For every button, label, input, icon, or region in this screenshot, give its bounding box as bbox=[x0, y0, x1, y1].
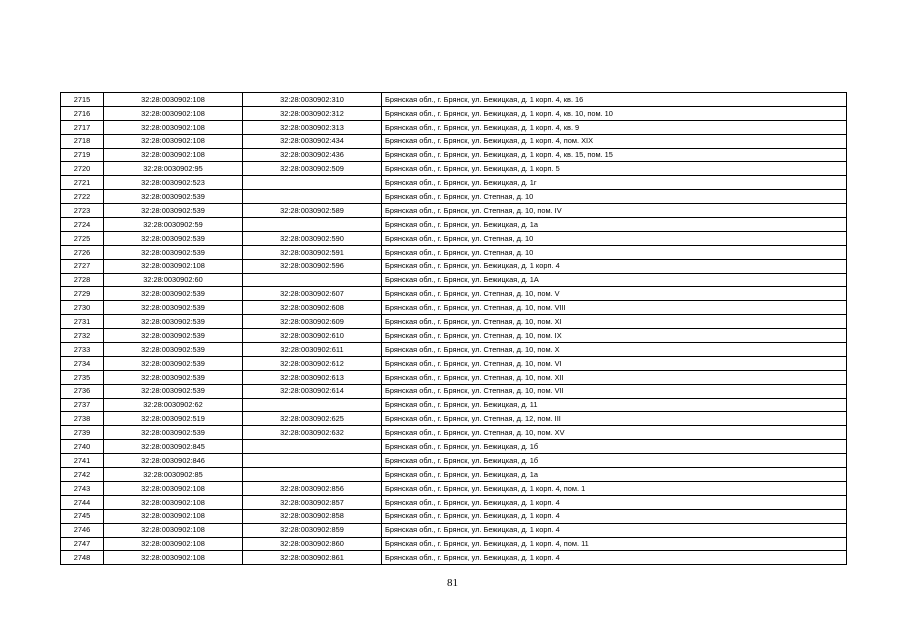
parent-cadastral-number-cell: 32:28:0030902:519 bbox=[104, 412, 243, 426]
parent-cadastral-number-cell: 32:28:0030902:539 bbox=[104, 287, 243, 301]
row-number-cell: 2720 bbox=[61, 162, 104, 176]
table-row bbox=[61, 162, 847, 176]
parent-cadastral-number-cell: 32:28:0030902:539 bbox=[104, 329, 243, 343]
address-cell: Брянская обл., г. Брянск, ул. Степная, д. 10, пом. IV bbox=[382, 204, 847, 218]
table-row bbox=[61, 537, 847, 551]
cadastral-number-cell: 32:28:0030902:589 bbox=[243, 204, 382, 218]
address-cell: Брянская обл., г. Брянск, ул. Бежицкая, д. 1б bbox=[382, 454, 847, 468]
cadastral-number-cell: 32:28:0030902:591 bbox=[243, 245, 382, 259]
address-cell: Брянская обл., г. Брянск, ул. Бежицкая, д. 1 корп. 4, пом. 1 bbox=[382, 481, 847, 495]
address-cell: Брянская обл., г. Брянск, ул. Бежицкая, д. 1а bbox=[382, 468, 847, 482]
row-number-cell: 2748 bbox=[61, 551, 104, 565]
cadastral-number-cell: 32:28:0030902:859 bbox=[243, 523, 382, 537]
table-row bbox=[61, 120, 847, 134]
table-row bbox=[61, 356, 847, 370]
table-row bbox=[61, 231, 847, 245]
table-row bbox=[61, 398, 847, 412]
table-row bbox=[61, 454, 847, 468]
parent-cadastral-number-cell: 32:28:0030902:539 bbox=[104, 301, 243, 315]
page-number: 81 bbox=[447, 577, 458, 589]
parent-cadastral-number-cell: 32:28:0030902:539 bbox=[104, 190, 243, 204]
parent-cadastral-number-cell: 32:28:0030902:539 bbox=[104, 356, 243, 370]
address-cell: Брянская обл., г. Брянск, ул. Бежицкая, д. 1 корп. 4, кв. 9 bbox=[382, 120, 847, 134]
parent-cadastral-number-cell: 32:28:0030902:108 bbox=[104, 259, 243, 273]
cadastral-number-cell: 32:28:0030902:612 bbox=[243, 356, 382, 370]
row-number-cell: 2721 bbox=[61, 176, 104, 190]
cadastral-number-cell: 32:28:0030902:509 bbox=[243, 162, 382, 176]
cadastral-number-cell: 32:28:0030902:596 bbox=[243, 259, 382, 273]
row-number-cell: 2737 bbox=[61, 398, 104, 412]
table-row bbox=[61, 440, 847, 454]
cadastral-number-cell: 32:28:0030902:607 bbox=[243, 287, 382, 301]
parent-cadastral-number-cell: 32:28:0030902:539 bbox=[104, 204, 243, 218]
parent-cadastral-number-cell: 32:28:0030902:108 bbox=[104, 495, 243, 509]
address-cell: Брянская обл., г. Брянск, ул. Степная, д. 10 bbox=[382, 245, 847, 259]
address-cell: Брянская обл., г. Брянск, ул. Бежицкая, д. 1б bbox=[382, 440, 847, 454]
address-cell: Брянская обл., г. Брянск, ул. Степная, д. 10 bbox=[382, 231, 847, 245]
address-cell: Брянская обл., г. Брянск, ул. Степная, д. 10 bbox=[382, 190, 847, 204]
row-number-cell: 2719 bbox=[61, 148, 104, 162]
cadastral-number-cell bbox=[243, 176, 382, 190]
parent-cadastral-number-cell: 32:28:0030902:539 bbox=[104, 245, 243, 259]
cadastral-number-cell bbox=[243, 468, 382, 482]
table-row bbox=[61, 134, 847, 148]
table-row bbox=[61, 495, 847, 509]
address-cell: Брянская обл., г. Брянск, ул. Бежицкая, д. 1 корп. 4, кв. 15, пом. 15 bbox=[382, 148, 847, 162]
table-row bbox=[61, 245, 847, 259]
table-row bbox=[61, 93, 847, 107]
address-cell: Брянская обл., г. Брянск, ул. Степная, д. 10, пом. XII bbox=[382, 370, 847, 384]
cadastral-number-cell: 32:28:0030902:856 bbox=[243, 481, 382, 495]
address-cell: Брянская обл., г. Брянск, ул. Бежицкая, д. 1 корп. 4 bbox=[382, 523, 847, 537]
parent-cadastral-number-cell: 32:28:0030902:108 bbox=[104, 120, 243, 134]
address-cell: Брянская обл., г. Брянск, ул. Бежицкая, д. 1А bbox=[382, 273, 847, 287]
parent-cadastral-number-cell: 32:28:0030902:60 bbox=[104, 273, 243, 287]
address-cell: Брянская обл., г. Брянск, ул. Бежицкая, д. 1 корп. 5 bbox=[382, 162, 847, 176]
row-number-cell: 2726 bbox=[61, 245, 104, 259]
row-number-cell: 2732 bbox=[61, 329, 104, 343]
address-cell: Брянская обл., г. Брянск, ул. Степная, д. 10, пом. VII bbox=[382, 384, 847, 398]
address-cell: Брянская обл., г. Брянск, ул. Бежицкая, д. 1 корп. 4, кв. 16 bbox=[382, 93, 847, 107]
address-cell: Брянская обл., г. Брянск, ул. Степная, д. 10, пом. IX bbox=[382, 329, 847, 343]
address-cell: Брянская обл., г. Брянск, ул. Бежицкая, д. 1 корп. 4 bbox=[382, 551, 847, 565]
parent-cadastral-number-cell: 32:28:0030902:539 bbox=[104, 384, 243, 398]
row-number-cell: 2744 bbox=[61, 495, 104, 509]
row-number-cell: 2735 bbox=[61, 370, 104, 384]
table-row bbox=[61, 190, 847, 204]
cadastral-number-cell: 32:28:0030902:313 bbox=[243, 120, 382, 134]
row-number-cell: 2724 bbox=[61, 218, 104, 232]
row-number-cell: 2746 bbox=[61, 523, 104, 537]
table-row bbox=[61, 509, 847, 523]
parent-cadastral-number-cell: 32:28:0030902:59 bbox=[104, 218, 243, 232]
table-row bbox=[61, 384, 847, 398]
row-number-cell: 2738 bbox=[61, 412, 104, 426]
parent-cadastral-number-cell: 32:28:0030902:85 bbox=[104, 468, 243, 482]
table-row bbox=[61, 523, 847, 537]
row-number-cell: 2733 bbox=[61, 343, 104, 357]
address-cell: Брянская обл., г. Брянск, ул. Бежицкая, д. 1 корп. 4 bbox=[382, 509, 847, 523]
cadastral-number-cell bbox=[243, 454, 382, 468]
row-number-cell: 2722 bbox=[61, 190, 104, 204]
parent-cadastral-number-cell: 32:28:0030902:95 bbox=[104, 162, 243, 176]
parent-cadastral-number-cell: 32:28:0030902:539 bbox=[104, 231, 243, 245]
cadastral-number-cell bbox=[243, 218, 382, 232]
table-row bbox=[61, 273, 847, 287]
row-number-cell: 2728 bbox=[61, 273, 104, 287]
address-cell: Брянская обл., г. Брянск, ул. Бежицкая, д. 1 корп. 4 bbox=[382, 495, 847, 509]
cadastral-number-cell: 32:28:0030902:310 bbox=[243, 93, 382, 107]
parent-cadastral-number-cell: 32:28:0030902:539 bbox=[104, 426, 243, 440]
table-row bbox=[61, 412, 847, 426]
parent-cadastral-number-cell: 32:28:0030902:539 bbox=[104, 315, 243, 329]
row-number-cell: 2723 bbox=[61, 204, 104, 218]
row-number-cell: 2716 bbox=[61, 106, 104, 120]
table-row bbox=[61, 315, 847, 329]
table-row bbox=[61, 148, 847, 162]
row-number-cell: 2743 bbox=[61, 481, 104, 495]
parent-cadastral-number-cell: 32:28:0030902:108 bbox=[104, 537, 243, 551]
cadastral-number-cell: 32:28:0030902:613 bbox=[243, 370, 382, 384]
table-row bbox=[61, 426, 847, 440]
parent-cadastral-number-cell: 32:28:0030902:846 bbox=[104, 454, 243, 468]
table-row bbox=[61, 343, 847, 357]
row-number-cell: 2734 bbox=[61, 356, 104, 370]
cadastral-number-cell: 32:28:0030902:608 bbox=[243, 301, 382, 315]
row-number-cell: 2739 bbox=[61, 426, 104, 440]
parent-cadastral-number-cell: 32:28:0030902:108 bbox=[104, 551, 243, 565]
address-cell: Брянская обл., г. Брянск, ул. Степная, д. 10, пом. XI bbox=[382, 315, 847, 329]
row-number-cell: 2729 bbox=[61, 287, 104, 301]
registry-table-body bbox=[61, 93, 847, 565]
table-row bbox=[61, 370, 847, 384]
cadastral-number-cell: 32:28:0030902:609 bbox=[243, 315, 382, 329]
row-number-cell: 2747 bbox=[61, 537, 104, 551]
row-number-cell: 2736 bbox=[61, 384, 104, 398]
cadastral-number-cell: 32:28:0030902:312 bbox=[243, 106, 382, 120]
address-cell: Брянская обл., г. Брянск, ул. Бежицкая, д. 1 корп. 4, пом. XIX bbox=[382, 134, 847, 148]
row-number-cell: 2731 bbox=[61, 315, 104, 329]
table-row bbox=[61, 329, 847, 343]
parent-cadastral-number-cell: 32:28:0030902:108 bbox=[104, 523, 243, 537]
registry-table bbox=[60, 92, 847, 565]
table-row bbox=[61, 106, 847, 120]
table-row bbox=[61, 287, 847, 301]
cadastral-number-cell: 32:28:0030902:436 bbox=[243, 148, 382, 162]
address-cell: Брянская обл., г. Брянск, ул. Бежицкая, д. 1г bbox=[382, 176, 847, 190]
row-number-cell: 2745 bbox=[61, 509, 104, 523]
row-number-cell: 2725 bbox=[61, 231, 104, 245]
table-row bbox=[61, 301, 847, 315]
parent-cadastral-number-cell: 32:28:0030902:108 bbox=[104, 148, 243, 162]
address-cell: Брянская обл., г. Брянск, ул. Бежицкая, д. 1 корп. 4, пом. 11 bbox=[382, 537, 847, 551]
cadastral-number-cell: 32:28:0030902:860 bbox=[243, 537, 382, 551]
row-number-cell: 2730 bbox=[61, 301, 104, 315]
address-cell: Брянская обл., г. Брянск, ул. Степная, д. 10, пом. V bbox=[382, 287, 847, 301]
cadastral-number-cell: 32:28:0030902:858 bbox=[243, 509, 382, 523]
address-cell: Брянская обл., г. Брянск, ул. Бежицкая, д. 1 корп. 4 bbox=[382, 259, 847, 273]
row-number-cell: 2727 bbox=[61, 259, 104, 273]
table-row bbox=[61, 218, 847, 232]
table-row bbox=[61, 176, 847, 190]
cadastral-number-cell bbox=[243, 398, 382, 412]
address-cell: Брянская обл., г. Брянск, ул. Бежицкая, д. 1 корп. 4, кв. 10, пом. 10 bbox=[382, 106, 847, 120]
address-cell: Брянская обл., г. Брянск, ул. Степная, д. 12, пом. III bbox=[382, 412, 847, 426]
table-row bbox=[61, 204, 847, 218]
cadastral-number-cell bbox=[243, 190, 382, 204]
address-cell: Брянская обл., г. Брянск, ул. Степная, д. 10, пом. X bbox=[382, 343, 847, 357]
table-row bbox=[61, 468, 847, 482]
parent-cadastral-number-cell: 32:28:0030902:108 bbox=[104, 134, 243, 148]
address-cell: Брянская обл., г. Брянск, ул. Степная, д. 10, пом. XV bbox=[382, 426, 847, 440]
address-cell: Брянская обл., г. Брянск, ул. Степная, д. 10, пом. VIII bbox=[382, 301, 847, 315]
row-number-cell: 2717 bbox=[61, 120, 104, 134]
table-row bbox=[61, 551, 847, 565]
parent-cadastral-number-cell: 32:28:0030902:62 bbox=[104, 398, 243, 412]
address-cell: Брянская обл., г. Брянск, ул. Бежицкая, д. 11 bbox=[382, 398, 847, 412]
table-row bbox=[61, 481, 847, 495]
cadastral-number-cell: 32:28:0030902:614 bbox=[243, 384, 382, 398]
cadastral-number-cell: 32:28:0030902:611 bbox=[243, 343, 382, 357]
cadastral-number-cell: 32:28:0030902:610 bbox=[243, 329, 382, 343]
cadastral-number-cell: 32:28:0030902:861 bbox=[243, 551, 382, 565]
row-number-cell: 2715 bbox=[61, 93, 104, 107]
row-number-cell: 2740 bbox=[61, 440, 104, 454]
cadastral-number-cell: 32:28:0030902:632 bbox=[243, 426, 382, 440]
address-cell: Брянская обл., г. Брянск, ул. Степная, д. 10, пом. VI bbox=[382, 356, 847, 370]
parent-cadastral-number-cell: 32:28:0030902:539 bbox=[104, 370, 243, 384]
parent-cadastral-number-cell: 32:28:0030902:108 bbox=[104, 93, 243, 107]
address-cell: Брянская обл., г. Брянск, ул. Бежицкая, д. 1а bbox=[382, 218, 847, 232]
parent-cadastral-number-cell: 32:28:0030902:523 bbox=[104, 176, 243, 190]
cadastral-number-cell: 32:28:0030902:857 bbox=[243, 495, 382, 509]
row-number-cell: 2741 bbox=[61, 454, 104, 468]
cadastral-number-cell: 32:28:0030902:625 bbox=[243, 412, 382, 426]
row-number-cell: 2718 bbox=[61, 134, 104, 148]
parent-cadastral-number-cell: 32:28:0030902:845 bbox=[104, 440, 243, 454]
row-number-cell: 2742 bbox=[61, 468, 104, 482]
cadastral-number-cell: 32:28:0030902:434 bbox=[243, 134, 382, 148]
parent-cadastral-number-cell: 32:28:0030902:108 bbox=[104, 481, 243, 495]
parent-cadastral-number-cell: 32:28:0030902:108 bbox=[104, 509, 243, 523]
cadastral-number-cell: 32:28:0030902:590 bbox=[243, 231, 382, 245]
table-row bbox=[61, 259, 847, 273]
cadastral-number-cell bbox=[243, 440, 382, 454]
cadastral-number-cell bbox=[243, 273, 382, 287]
parent-cadastral-number-cell: 32:28:0030902:539 bbox=[104, 343, 243, 357]
parent-cadastral-number-cell: 32:28:0030902:108 bbox=[104, 106, 243, 120]
